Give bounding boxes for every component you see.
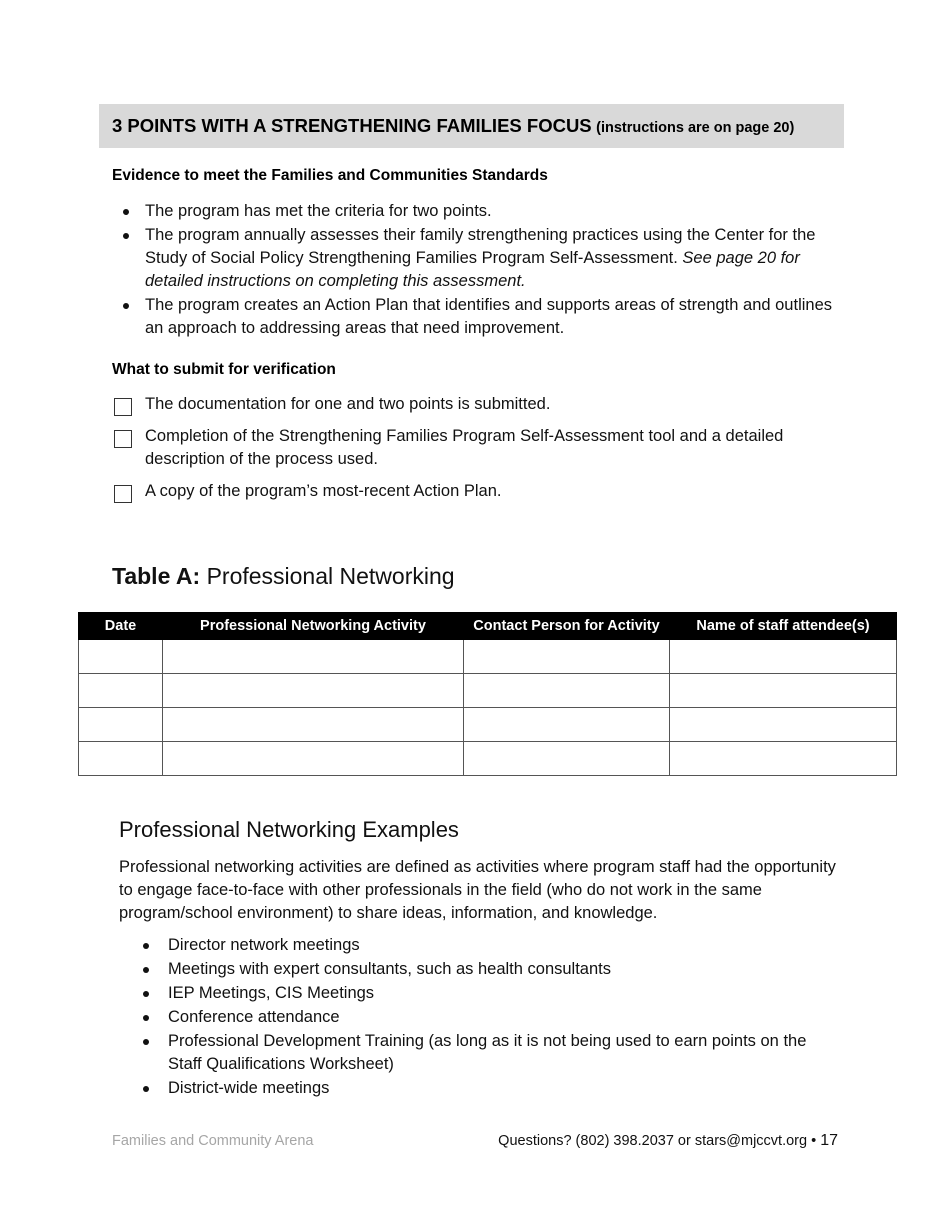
checklist-item — [112, 425, 842, 471]
table-cell[interactable] — [464, 708, 670, 742]
networking-table — [78, 612, 897, 776]
column-header-activity: Professional Networking Activity — [163, 613, 464, 640]
table-cell[interactable] — [163, 742, 464, 776]
table-row — [79, 640, 897, 674]
checkbox[interactable] — [114, 430, 132, 448]
section-banner — [99, 104, 844, 148]
checklist-label: The documentation for one and two points is submitted. — [145, 395, 551, 413]
verification-checklist — [112, 393, 842, 512]
column-header-contact: Contact Person for Activity — [464, 613, 670, 640]
table-cell[interactable] — [163, 640, 464, 674]
table-cell[interactable] — [464, 674, 670, 708]
column-header-attendees: Name of staff attendee(s) — [670, 613, 897, 640]
table-cell[interactable] — [670, 674, 897, 708]
table-cell[interactable] — [670, 742, 897, 776]
list-item: Meetings with expert consultants, such as health consultants — [119, 958, 839, 981]
examples-paragraph: Professional networking activities are defined as activities where program staff had the opportunity to engage face-to-face with other professionals in the field (who do not work in the same program/school environment) to share ideas, information, and knowledge. — [119, 858, 836, 922]
list-item: Professional Development Training (as long as it is not being used to earn points on the Staff Qualifications Worksheet) — [119, 1030, 839, 1076]
table-label: Table A: — [112, 563, 201, 589]
table-cell[interactable] — [670, 708, 897, 742]
table-cell[interactable] — [464, 640, 670, 674]
banner-title: 3 POINTS WITH A STRENGTHENING FAMILIES FOCUS — [112, 115, 592, 136]
examples-title: Professional Networking Examples — [119, 817, 459, 842]
examples-list — [119, 934, 839, 1101]
footer-separator: • — [811, 1133, 817, 1149]
banner-heading — [112, 115, 794, 137]
table-row — [79, 708, 897, 742]
list-item: The program annually assesses their family strengthening practices using the Center for the Study of Social Policy Strengthening Families Program Self-Assessment. See page 20 for detailed instructions on completing this assessment. — [112, 224, 842, 293]
table-row — [79, 742, 897, 776]
table-cell[interactable] — [163, 708, 464, 742]
table-row — [79, 674, 897, 708]
checklist-item — [112, 480, 842, 503]
table-cell[interactable] — [79, 708, 163, 742]
checkbox[interactable] — [114, 398, 132, 416]
table-cell[interactable] — [163, 674, 464, 708]
verification-heading: What to submit for verification — [112, 361, 336, 378]
checkbox[interactable] — [114, 485, 132, 503]
list-item: The program has met the criteria for two points. — [112, 200, 842, 223]
banner-subtitle: (instructions are on page 20) — [596, 120, 795, 136]
evidence-list — [112, 200, 842, 341]
table-cell[interactable] — [79, 742, 163, 776]
list-item: The program creates an Action Plan that identifies and supports areas of strength and outlines an approach to addressing areas that need improvement. — [112, 294, 842, 340]
table-header-row — [79, 613, 897, 640]
table-title — [112, 563, 455, 590]
footer-contact — [498, 1132, 838, 1150]
checklist-item — [112, 393, 842, 416]
list-item: District-wide meetings — [119, 1077, 839, 1100]
footer-section-name: Families and Community Arena — [112, 1133, 314, 1149]
table-cell[interactable] — [79, 640, 163, 674]
list-item: Conference attendance — [119, 1006, 839, 1029]
evidence-heading: Evidence to meet the Families and Communities Standards — [112, 167, 548, 184]
checklist-label: Completion of the Strengthening Families Program Self-Assessment tool and a detailed description of the process used. — [145, 427, 784, 468]
table-cell[interactable] — [464, 742, 670, 776]
table-cell[interactable] — [670, 640, 897, 674]
page-number: 17 — [820, 1132, 838, 1149]
checklist-label: A copy of the program’s most-recent Action Plan. — [145, 482, 502, 500]
table-cell[interactable] — [79, 674, 163, 708]
column-header-date: Date — [79, 613, 163, 640]
list-item: IEP Meetings, CIS Meetings — [119, 982, 839, 1005]
table-name: Professional Networking — [206, 563, 455, 589]
list-item: Director network meetings — [119, 934, 839, 957]
footer-contact-text: Questions? (802) 398.2037 or stars@mjccvt.org — [498, 1133, 808, 1149]
